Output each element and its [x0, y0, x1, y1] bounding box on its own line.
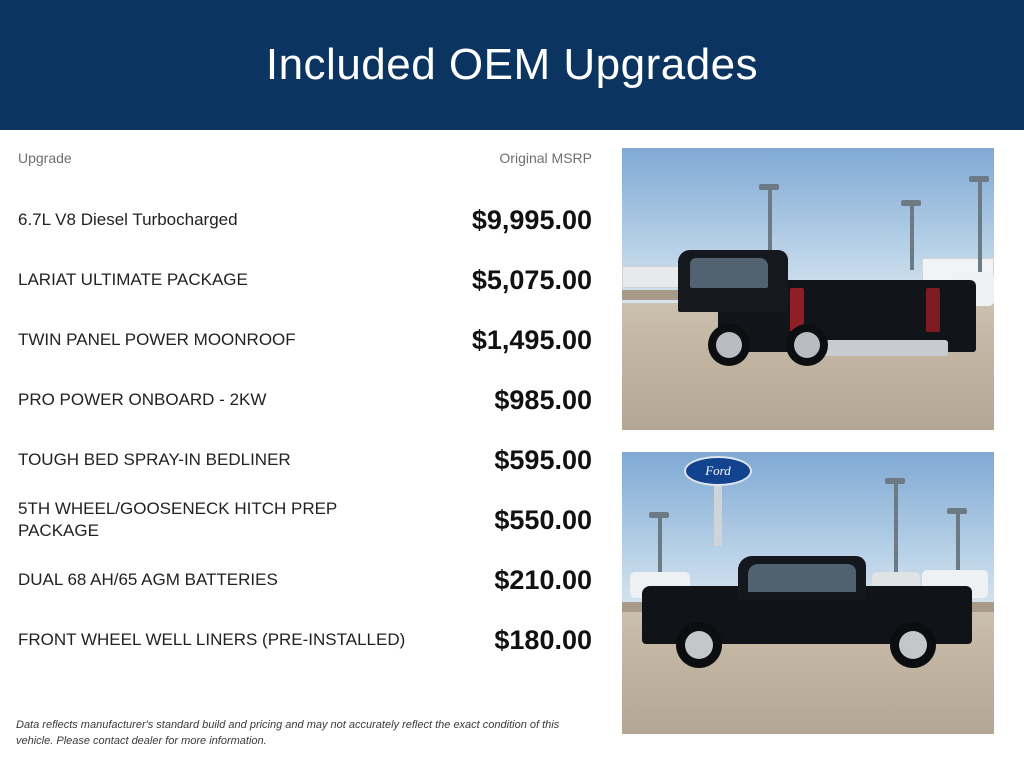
- table-row: [16, 190, 594, 250]
- upgrade-label: 5TH WHEEL/GOOSENECK HITCH PREP PACKAGE: [18, 499, 337, 540]
- upgrade-label: TWIN PANEL POWER MOONROOF: [18, 330, 296, 350]
- ford-logo-icon: [684, 456, 752, 486]
- page-header-banner: [0, 0, 1024, 130]
- vehicle-photo-rear[interactable]: [622, 148, 994, 430]
- table-row: [16, 490, 594, 550]
- vehicle-photo-side[interactable]: [622, 452, 994, 734]
- upgrade-label: FRONT WHEEL WELL LINERS (PRE-INSTALLED): [18, 630, 406, 650]
- table-row: [16, 250, 594, 310]
- upgrades-table: [0, 130, 612, 768]
- upgrade-label: PRO POWER ONBOARD - 2KW: [18, 390, 267, 410]
- column-header-upgrade: Upgrade: [18, 150, 72, 166]
- upgrade-price: $595.00: [494, 444, 592, 475]
- upgrade-price: $550.00: [494, 504, 592, 535]
- table-row: [16, 610, 594, 670]
- table-row: [16, 430, 594, 490]
- upgrade-label: DUAL 68 AH/65 AGM BATTERIES: [18, 570, 278, 590]
- upgrade-price: $985.00: [494, 384, 592, 415]
- upgrade-label: 6.7L V8 Diesel Turbocharged: [18, 210, 238, 230]
- upgrade-price: $180.00: [494, 624, 592, 655]
- table-row: [16, 550, 594, 610]
- vehicle-photos: [622, 148, 994, 734]
- upgrade-price: $5,075.00: [471, 264, 592, 295]
- page-body: [0, 130, 1024, 768]
- upgrade-price: $9,995.00: [471, 204, 592, 235]
- truck-rear-silhouette: [678, 244, 978, 376]
- table-row: [16, 370, 594, 430]
- dealer-sign-label: Ford: [705, 463, 731, 478]
- upgrade-label: LARIAT ULTIMATE PACKAGE: [18, 270, 248, 290]
- page-title: Included OEM Upgrades: [265, 39, 759, 89]
- disclaimer-text: Data reflects manufacturer's standard build and pricing and may not accurately reflect the exact condition of this vehicle. Please contact dealer for more information.: [16, 719, 560, 748]
- truck-side-silhouette: [642, 556, 972, 674]
- light-pole: [978, 176, 982, 272]
- upgrade-price: $210.00: [494, 564, 592, 595]
- column-header-msrp: Original MSRP: [499, 150, 592, 166]
- upgrade-label: TOUGH BED SPRAY-IN BEDLINER: [18, 450, 291, 470]
- table-column-headers: [16, 146, 594, 180]
- upgrade-price: $1,495.00: [471, 324, 592, 355]
- table-row: [16, 310, 594, 370]
- table-rows: [16, 190, 594, 670]
